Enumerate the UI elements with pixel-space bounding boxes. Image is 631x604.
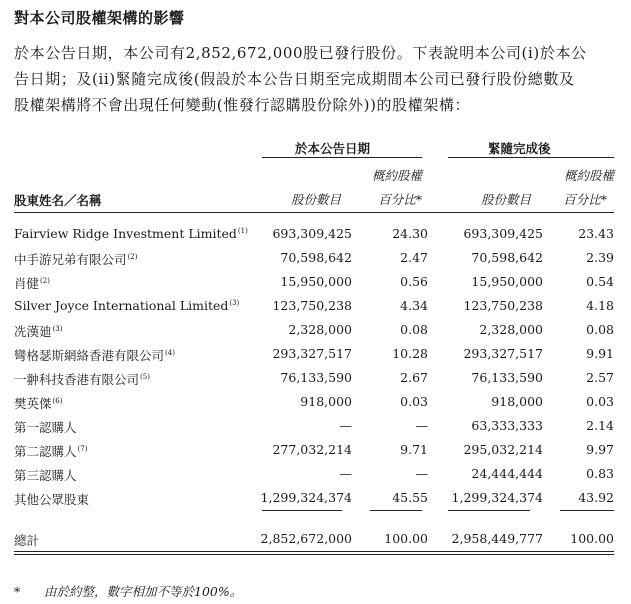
shares-now: 693,309,425 [272,226,352,241]
percent-now: — [415,418,428,433]
shares-now: 15,950,000 [280,274,352,289]
percent-after: 2.14 [586,418,614,433]
percent-now: 24.30 [392,226,428,241]
shareholder-name-text: 第一認購人 [14,420,77,435]
table-row [14,250,614,272]
shares-now: 123,750,238 [272,298,352,313]
shares-now: — [339,418,352,433]
total-row [14,531,614,553]
intro-line: 股權架構將不會出現任何變動(惟發行認購股份除外))的股權架構： [14,96,471,114]
shareholder-name [14,394,62,412]
table-row [14,418,614,440]
shares-header-now: 股份數目 [290,192,341,207]
intro-line: 告日期；及(ii)緊隨完成後(假設於本公告日期至完成期間本公司已發行股份總數及 [14,70,575,88]
shareholder-name [14,490,90,508]
group-header-rule [448,157,614,158]
total-label: 總計 [14,533,40,548]
subtotal-rule [262,510,342,511]
total-shares-after: 2,958,449,777 [451,531,543,546]
shareholder-name [14,370,150,388]
note-ref: (2) [40,277,50,285]
shares-now: 2,328,000 [288,322,352,337]
shareholder-name-text: 第三認購人 [14,468,77,483]
shareholder-name [14,298,239,313]
percent-after: 9.91 [586,346,614,361]
shareholder-name-text: Fairview Ridge Investment Limited [14,226,237,241]
table-row [14,466,614,488]
shareholder-name [14,274,50,292]
note-ref: (3) [229,299,240,307]
shares-after: 918,000 [491,394,543,409]
total-percent-now: 100.00 [384,531,428,546]
approx-header-after: 概約股權 [563,168,614,183]
shareholder-name-text: 樊英傑 [14,396,52,411]
shares-header-after: 股份數目 [480,192,531,207]
table-row [14,346,614,368]
percent-after: 9.97 [586,442,614,457]
table-row [14,394,614,416]
header-rule [14,212,614,213]
total-double-rule [14,551,614,555]
shares-now: 918,000 [300,394,352,409]
footnote [14,582,242,600]
group-header-after-completion: 緊隨完成後 [488,141,551,156]
note-ref: (4) [165,349,175,357]
shareholder-name-text: Silver Joyce International Limited [14,298,229,313]
shareholder-name [14,442,87,460]
table-row [14,298,614,320]
intro-line: 於本公告日期，本公司有2,852,672,000股已發行股份。下表說明本公司(i)於本公 [14,44,587,62]
percent-header-after: 百分比* [563,192,607,207]
note-ref: (1) [237,227,248,235]
table-row [14,274,614,296]
shares-after: 76,133,590 [471,370,543,385]
note-ref: (3) [52,325,63,333]
shares-now: 76,133,590 [280,370,352,385]
note-ref: (5) [140,373,150,381]
group-header-as-at-date: 於本公告日期 [295,141,371,156]
percent-now: — [415,466,428,481]
shares-now: 70,598,642 [280,250,352,265]
shares-now: — [339,466,352,481]
shareholder-name [14,226,248,241]
shares-after: 295,032,214 [463,442,543,457]
percent-now: 9.71 [400,442,428,457]
approx-header-now: 概約股權 [371,168,422,183]
table-row [14,442,614,464]
shares-now: 277,032,214 [272,442,352,457]
percent-now: 0.56 [400,274,428,289]
percent-after: 0.54 [586,274,614,289]
total-percent-after: 100.00 [570,531,614,546]
table-row [14,370,614,392]
percent-now: 0.08 [400,322,428,337]
table-row [14,322,614,344]
percent-header-now: 百分比* [378,192,422,207]
table-row [14,490,614,512]
shareholder-name-text: 冼漢廸 [14,324,52,339]
note-ref: (2) [127,253,138,261]
shareholder-name-text: 肖健 [14,276,40,291]
section-title: 對本公司股權架構的影響 [14,9,185,27]
subtotal-rule [560,510,614,511]
shares-now: 1,299,324,374 [260,490,352,505]
shareholder-name-text: 中手游兄弟有限公司 [14,252,127,267]
percent-after: 2.39 [586,250,614,265]
shares-after: 63,333,333 [471,418,543,433]
intro-paragraph [14,40,618,118]
note-ref: (7) [77,445,88,453]
name-column-header: 股東姓名／名稱 [14,193,102,208]
percent-now: 4.34 [400,298,428,313]
subtotal-rule [370,510,422,511]
percent-after: 2.57 [586,370,614,385]
shares-after: 1,299,324,374 [451,490,543,505]
shareholder-name [14,322,62,340]
percent-now: 0.03 [400,394,428,409]
shares-after: 24,444,444 [471,466,543,481]
shares-now: 293,327,517 [272,346,352,361]
footnote-text: 由於約整，數字相加不等於100%。 [44,584,243,599]
shares-after: 293,327,517 [463,346,543,361]
percent-after: 0.83 [586,466,614,481]
percent-after: 43.92 [578,490,614,505]
shareholder-name-text: 一翀科技香港有限公司 [14,372,140,387]
percent-now: 2.47 [400,250,428,265]
shares-after: 123,750,238 [463,298,543,313]
shareholder-name-text: 彎格瑟斯網絡香港有限公司 [14,348,165,363]
note-ref: (6) [52,397,63,405]
shareholder-name [14,466,78,484]
shareholder-name-text: 第二認購人 [14,444,77,459]
table-row [14,226,614,248]
percent-after: 0.03 [586,394,614,409]
percent-after: 23.43 [578,226,614,241]
shareholder-name [14,346,175,364]
shares-after: 70,598,642 [471,250,543,265]
percent-now: 10.28 [392,346,428,361]
percent-now: 2.67 [400,370,428,385]
shareholder-name-text: 其他公眾股東 [14,492,90,507]
percent-now: 45.55 [392,490,428,505]
group-header-rule [262,157,422,158]
shareholder-name [14,418,78,436]
total-shares-now: 2,852,672,000 [260,531,352,546]
shares-after: 2,328,000 [479,322,543,337]
percent-after: 4.18 [586,298,614,313]
subtotal-rule [448,510,530,511]
shareholder-name [14,250,137,268]
shares-after: 15,950,000 [471,274,543,289]
shares-after: 693,309,425 [463,226,543,241]
percent-after: 0.08 [586,322,614,337]
footnote-marker: * [14,584,21,599]
